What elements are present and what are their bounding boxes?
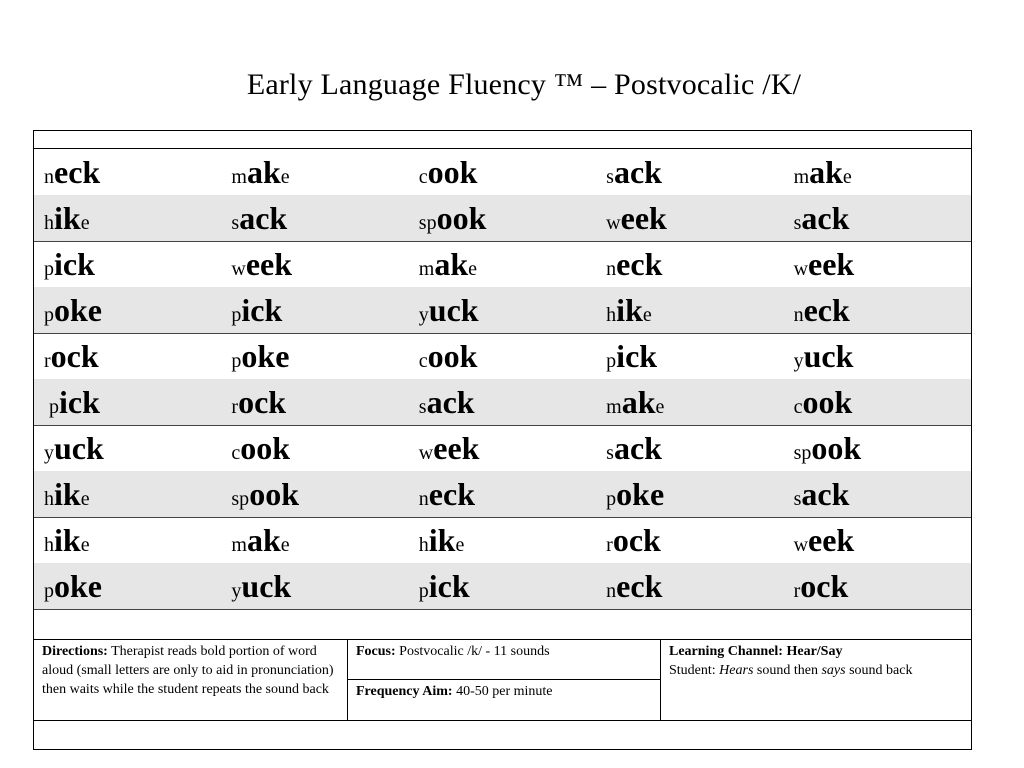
word-bold: uck — [428, 291, 479, 328]
word-bold: eek — [808, 246, 855, 283]
word-cell — [784, 241, 971, 287]
word-bold: ick — [241, 291, 283, 328]
word-bold: ock — [612, 522, 661, 559]
word-prefix: s — [606, 442, 614, 465]
word — [606, 246, 662, 282]
word-cell — [409, 195, 596, 241]
word-prefix: m — [231, 166, 247, 188]
word — [419, 154, 478, 190]
word-bold: ik — [616, 291, 643, 328]
word-cell — [596, 425, 783, 471]
word — [231, 246, 292, 282]
word-bold: eek — [433, 430, 480, 467]
word-cell — [596, 195, 783, 241]
word-prefix: sp — [793, 442, 812, 465]
word-prefix: p — [606, 350, 617, 373]
word — [606, 476, 664, 512]
word-cell — [34, 287, 221, 333]
word-bold: eck — [803, 291, 850, 328]
word-bold: ook — [802, 383, 853, 420]
word-bold: ak — [246, 522, 281, 559]
student-suffix: sound back — [845, 663, 913, 678]
word-prefix: c — [418, 350, 428, 373]
focus-frequency-cell — [348, 640, 661, 720]
word-cell — [221, 287, 408, 333]
word-bold: ock — [238, 383, 287, 420]
word-row — [34, 563, 971, 609]
word-cell — [784, 563, 971, 609]
word — [794, 476, 850, 512]
word-cell — [221, 517, 408, 563]
word-prefix: h — [418, 534, 429, 557]
word-bold: ak — [246, 154, 281, 190]
directions-text: Therapist reads bold portion of word aloud (small letters are only to aid in pronunciation) then waits while the student repeats the sound back — [42, 644, 334, 697]
word-bold: ak — [809, 154, 843, 190]
page-title — [0, 68, 1024, 102]
word-bold: ak — [434, 246, 469, 283]
word-cell — [596, 563, 783, 609]
word — [44, 154, 100, 190]
word-prefix: m — [231, 534, 247, 557]
word — [231, 338, 289, 374]
word-bold: oke — [241, 338, 290, 375]
word-bold: ik — [54, 475, 81, 512]
word-cell — [596, 287, 783, 333]
word-bold: ack — [426, 383, 475, 420]
word-cell — [221, 333, 408, 379]
word — [794, 568, 849, 604]
word-prefix: w — [231, 258, 246, 281]
word-prefix: y — [231, 579, 242, 602]
word — [419, 338, 478, 374]
word-bold: eek — [620, 199, 667, 236]
word-cell — [34, 471, 221, 517]
worksheet-frame — [33, 130, 972, 750]
word-row — [34, 333, 971, 379]
word-prefix: h — [44, 534, 54, 557]
word-prefix: n — [418, 487, 429, 510]
word — [794, 200, 850, 236]
word — [419, 246, 477, 282]
word-prefix: s — [606, 166, 614, 188]
word-cell — [221, 563, 408, 609]
word-prefix: c — [231, 442, 241, 465]
word-prefix: n — [793, 303, 804, 326]
student-middle: sound then — [753, 663, 822, 678]
word — [44, 568, 102, 604]
word-cell — [34, 379, 221, 425]
focus-label: Focus: — [356, 644, 396, 659]
word-bold: ack — [801, 475, 850, 512]
word-bold: ak — [621, 383, 656, 420]
word-bold: ock — [800, 567, 849, 604]
word — [44, 246, 95, 282]
top-strip — [34, 131, 971, 149]
word-cell — [596, 471, 783, 517]
word-prefix: s — [793, 487, 802, 510]
word-prefix: n — [606, 579, 617, 602]
word-bold: eck — [428, 475, 475, 512]
word — [44, 292, 102, 328]
word-bold: ook — [249, 475, 299, 512]
frequency-text: 40-50 per minute — [452, 684, 553, 699]
word-cell — [784, 425, 971, 471]
word — [794, 384, 853, 420]
word-cell — [409, 425, 596, 471]
word-row — [34, 195, 971, 241]
word-bold: ick — [428, 567, 470, 604]
word-cell — [784, 471, 971, 517]
word — [606, 154, 662, 190]
word-prefix: r — [606, 534, 613, 557]
word-prefix: n — [44, 166, 54, 188]
word — [606, 430, 662, 466]
word-grid — [34, 149, 971, 610]
word-cell — [409, 379, 596, 425]
word-cell — [409, 517, 596, 563]
word-prefix: m — [793, 166, 810, 188]
word-cell — [34, 563, 221, 609]
word-cell — [34, 149, 221, 195]
word-cell — [221, 149, 408, 195]
word-cell — [596, 241, 783, 287]
word-suffix: e — [842, 166, 852, 188]
focus-cell — [348, 640, 660, 680]
word-cell — [34, 195, 221, 241]
word — [231, 568, 291, 604]
word-cell — [409, 563, 596, 609]
word-cell — [221, 379, 408, 425]
word-cell — [596, 379, 783, 425]
word-row — [34, 517, 971, 563]
word-cell — [34, 425, 221, 471]
word — [419, 384, 475, 420]
word-cell — [409, 241, 596, 287]
word-prefix: c — [793, 395, 803, 418]
hears-word: Hears — [719, 663, 754, 678]
word-suffix: e — [455, 534, 465, 557]
word-prefix: y — [418, 303, 429, 326]
word — [419, 430, 480, 466]
word — [794, 430, 862, 466]
word-bold: ick — [616, 338, 658, 375]
word-cell — [596, 333, 783, 379]
word — [606, 292, 652, 328]
word-prefix: p — [44, 303, 54, 326]
word-prefix: r — [793, 579, 801, 602]
word — [231, 292, 282, 328]
word-cell — [784, 287, 971, 333]
word — [419, 522, 465, 558]
word — [419, 292, 479, 328]
word-bold: ik — [428, 522, 456, 559]
word-cell — [784, 149, 971, 195]
word-prefix: p — [44, 258, 54, 281]
word-bold: ook — [427, 338, 478, 375]
word — [44, 522, 90, 558]
word-suffix: e — [280, 534, 290, 557]
word — [794, 246, 855, 282]
word-bold: ook — [240, 430, 291, 467]
word-row — [34, 287, 971, 333]
word — [44, 200, 90, 236]
says-word: says — [821, 663, 846, 678]
word — [231, 200, 287, 236]
word-prefix: s — [231, 211, 240, 234]
word-cell — [409, 287, 596, 333]
directions-label: Directions: — [42, 644, 108, 659]
word-prefix: m — [418, 258, 435, 281]
word-bold: eek — [808, 522, 855, 559]
word-prefix: p — [418, 579, 429, 602]
word-prefix: y — [44, 442, 54, 465]
word-suffix: e — [655, 395, 665, 418]
instructions-footer — [34, 639, 971, 721]
word-bold: ook — [811, 430, 862, 467]
learning-channel-label: Learning Channel: Hear/Say — [669, 644, 843, 659]
word — [606, 338, 657, 374]
word-cell — [34, 333, 221, 379]
word-prefix: p — [231, 350, 242, 373]
word-suffix: e — [468, 258, 478, 281]
word — [606, 384, 664, 420]
word-prefix: sp — [231, 487, 250, 510]
word — [44, 384, 100, 420]
word-prefix: w — [793, 258, 809, 281]
word-suffix: e — [280, 166, 290, 188]
word-prefix: w — [793, 534, 809, 557]
word-row — [34, 149, 971, 195]
word-cell — [596, 517, 783, 563]
word-bold: ack — [239, 199, 288, 236]
word-prefix: w — [606, 211, 621, 234]
word-bold: oke — [54, 291, 102, 328]
word-prefix: sp — [418, 211, 437, 234]
word-bold: ik — [54, 199, 81, 236]
word-suffix: e — [642, 303, 652, 326]
word-bold: uck — [803, 338, 854, 375]
word-row — [34, 241, 971, 287]
frequency-label: Frequency Aim: — [356, 684, 453, 699]
word-bold: eck — [54, 154, 101, 190]
word-bold: ick — [59, 383, 100, 420]
word — [231, 522, 289, 558]
word-cell — [596, 149, 783, 195]
word-cell — [221, 471, 408, 517]
word-bold: ook — [436, 199, 487, 236]
word-prefix: c — [418, 166, 428, 188]
word-cell — [784, 517, 971, 563]
word — [794, 292, 850, 328]
word-prefix: h — [606, 303, 617, 326]
word-bold: eek — [245, 246, 293, 283]
student-prefix: Student: — [669, 663, 720, 678]
word-bold: oke — [54, 567, 102, 604]
word-prefix: y — [793, 350, 804, 373]
word-bold: ik — [54, 522, 81, 559]
word-cell — [409, 333, 596, 379]
word-bold: oke — [616, 475, 665, 512]
word-prefix: w — [418, 442, 434, 465]
word — [606, 200, 667, 236]
word-prefix: p — [231, 303, 242, 326]
word — [231, 154, 289, 190]
word-prefix: h — [44, 211, 54, 234]
word-bold: ick — [54, 246, 95, 283]
word-prefix: p — [44, 579, 54, 602]
word-cell — [784, 195, 971, 241]
word — [231, 384, 286, 420]
word — [419, 200, 487, 236]
word — [231, 430, 290, 466]
focus-text: Postvocalic /k/ - 11 sounds — [395, 644, 550, 659]
word — [44, 338, 99, 374]
word-prefix: s — [793, 211, 802, 234]
word-row — [34, 379, 971, 425]
word-bold: uck — [241, 567, 292, 604]
word-bold: uck — [54, 430, 104, 467]
word-prefix: r — [44, 350, 51, 373]
word-row — [34, 471, 971, 517]
word-prefix: n — [606, 258, 617, 281]
word-prefix: p — [44, 395, 59, 418]
word-cell — [221, 425, 408, 471]
word-bold: eck — [616, 567, 663, 604]
word-cell — [409, 471, 596, 517]
word-suffix: e — [80, 211, 90, 234]
word-cell — [409, 149, 596, 195]
word — [44, 430, 104, 466]
word — [419, 476, 475, 512]
word-row — [34, 425, 971, 471]
word — [794, 522, 855, 558]
page-title-text: Early Language Fluency ™ – Postvocalic /K/ — [246, 68, 802, 101]
word — [794, 338, 854, 374]
word — [794, 154, 852, 190]
frequency-cell — [348, 680, 660, 720]
word-prefix: p — [606, 487, 617, 510]
word-cell — [34, 517, 221, 563]
word-bold: ock — [50, 338, 99, 375]
word — [44, 476, 90, 512]
word — [606, 522, 661, 558]
word-cell — [784, 333, 971, 379]
word-bold: ack — [613, 430, 662, 467]
learning-channel-cell — [661, 640, 971, 720]
directions-cell — [34, 640, 348, 720]
word-prefix: r — [231, 395, 239, 418]
word-cell — [221, 195, 408, 241]
word-bold: ook — [427, 154, 478, 190]
word-bold: ack — [801, 199, 850, 236]
word-suffix: e — [80, 534, 90, 557]
word-prefix: s — [418, 395, 427, 418]
word-cell — [34, 241, 221, 287]
word-bold: ack — [613, 154, 662, 190]
word-suffix: e — [80, 487, 90, 510]
word — [606, 568, 662, 604]
word-prefix: h — [44, 487, 54, 510]
word-bold: eck — [616, 246, 663, 283]
word-prefix: m — [606, 395, 622, 418]
word — [419, 568, 470, 604]
word-cell — [784, 379, 971, 425]
word — [231, 476, 299, 512]
word-cell — [221, 241, 408, 287]
